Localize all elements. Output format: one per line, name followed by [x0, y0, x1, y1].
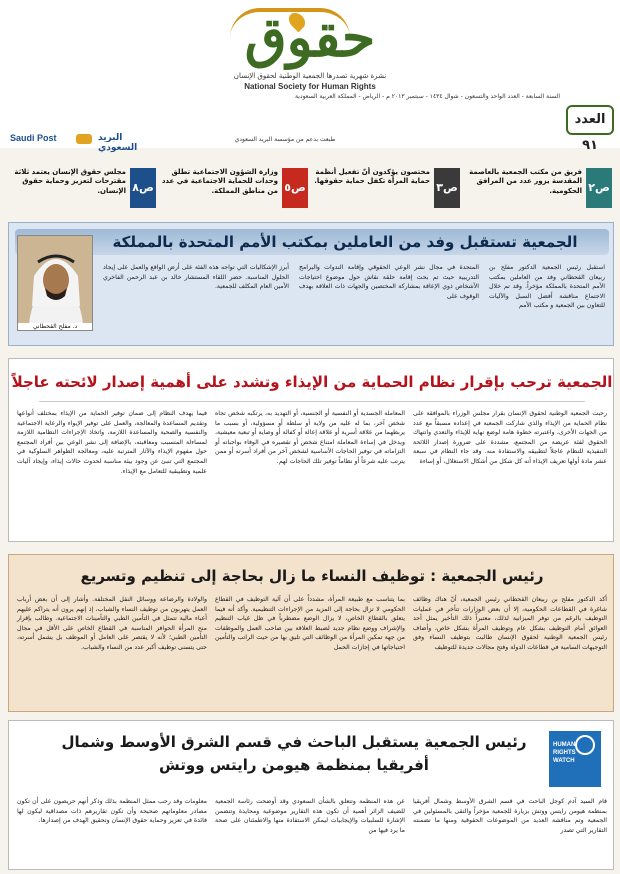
- logo-subtitle-ar: نشرة شهرية تصدرها الجمعية الوطنية لحقوق الإنسان: [233, 72, 387, 80]
- saudi-post-logo: [10, 133, 160, 153]
- teaser-text: مجلس حقوق الإنسان يعتمد ثلاثة مقترحات لتعزيز وحماية حقوق الإنسان.: [14, 168, 126, 195]
- human-rights-watch-logo: [549, 731, 601, 787]
- portrait-illustration: [18, 236, 93, 331]
- article-column: بما يتناسب مع طبيعة المرأة، مشدداً على أن آلية التوظيف في القطاع الحكومي لا تزال بحاجة إلى المزيد من الإجراءات التنظيمية. وأكد أنه فيما يتعلق بالقطاع الخاص، لا يزال الوضع مضطرباً في ظل غياب التنظيم والإشراف ووضع نظام جديد لضبط العلاقة بين صاحب العمل والموظفات من جهة تمكين المرأة من الوظائف التي تليق بها من حيث الراتب والتأمين احتياجاتها في إجازات الحمل: [215, 596, 405, 652]
- article-column: أكد الدكتور مفلح بن ربيعان القحطاني رئيس الجمعية، أنّ هناك وظائف شاغرة في القطاعات الحكومية، إلا أن بعض الوزارات تتأخر في عمليات التوظيف بالرغم من توفر الميزانية لذلك، معتبراً ذلك التأخير يمثل أحد العوائق أمام التوظيف بشكل عام وتوظيف المرأة بشكل خاص، وأضاف رئيس الجمعية الوطنية لحقوق الإنسان طالبت بتوظيف النساء وفق التوجيهات السامية في قطاعات الدولة وفتح مجالات جديدة للتوظيف: [413, 596, 607, 652]
- article-column: معلومات وقد رحب ممثل المنظمة بذلك وذكر أنهم حريصون على أن تكون مصادر معلوماتهم صحيحة وأن تكون تقاريرهم ذات مصداقية ليكون لها فائدة في تعزيز وحماية حقوق الإنسان وتحقيق الهدف من إصدارها.: [17, 798, 207, 825]
- teaser-page-8[interactable]: [8, 168, 156, 210]
- article-column: عن هذه المنظمة وتتعلق بالشأن السعودي وقد أوضحت رئاسة الجمعية للضيف الزائر أهمية أن تكون هذه التقارير موضوعية ومحايدة وتتضمن الإشارة للسلبيات والإيجابيات ليمكن الاستفادة منها والاطمئنان على صحة ما يرد فيها من: [215, 798, 405, 834]
- logo-subtitle-en: National Society for Human Rights: [244, 82, 376, 91]
- article-women-employment: [8, 554, 614, 712]
- page-badge: ص٣: [434, 168, 460, 208]
- article-column: أبرز الإشكاليات التي تواجه هذه الفئة على أرض الواقع والعمل على إيجاد الحلول المناسبة. حضر اللقاء المستشار خالد بن عبد الرحمن الفاخري الأمين العام المكلف للجمعية.: [103, 264, 289, 291]
- article-hrw-visit: [8, 720, 614, 870]
- page-badge: ص٥: [282, 168, 308, 208]
- teaser-page-5[interactable]: [160, 168, 308, 210]
- teaser-text: فريق من مكتب الجمعية بالعاصمة المقدسة يزور عدد من المرافق الحكومية.: [469, 168, 582, 195]
- saudi-post-ar: البريد السعودي: [98, 133, 138, 153]
- page-badge: ص٨: [130, 168, 156, 208]
- article-abuse-protection: [8, 358, 614, 542]
- article-header: [15, 229, 609, 255]
- portrait-photo: [17, 235, 93, 331]
- article-column: والولادة والرضاعة ووسائل النقل المختلفة. وأشار إلى أن بعض أرباب العمل يتهربون من توظيف النساء والشباب، إذ إنهم يرون أنه يتراكم عليهم أعباء مالية تتمثل في التأمين الطبي والتأمينات الاجتماعية. وطالب بإقرار منح المرأة الحوافز المناسبة في القطاع الخاص على الأقل في مجال التأمين الطبي؛ لأنه لا يقتصر على العامل أو الموظف بل يشمل أسرته، حتى يتسنى توظيف أكبر عدد من النساء والشباب.: [17, 596, 207, 652]
- sponsor-note: طبعت بدعم من مؤسسة البريد السعودي: [234, 136, 336, 143]
- teaser-page-3[interactable]: [312, 168, 460, 210]
- masthead: [0, 0, 620, 153]
- article-column: فيما يهدف النظام إلى ضمان توفير الحماية من الإيذاء بمختلف أنواعها وتقديم المساعدة والمعالجة، والعمل على توفير الإيواء والرعاية الاجتماعية والنفسية والصحية والمساعدة اللازمة، واتخاذ الإجراءات النظامية اللازمة لمساءلة المتسبب ومعاقبته، بالإضافة إلى نشر الوعي بين أفراد المجتمع حول مفهوم الإيذاء والآثار المترتبة عليه، ومعالجة الظواهر السلوكية في المجتمع التي تنبئ عن وجود بيئة مناسبة لحدوث حالات إيذاء، وإيجاد آليات علمية وتطبيقية للتعامل مع الإيذاء.: [17, 410, 207, 475]
- photo-caption: د. مفلح القحطاني: [18, 323, 92, 330]
- page-badge: ص٢: [586, 168, 612, 208]
- issue-number-badge: العدد ٩١: [566, 105, 614, 135]
- article-un-delegation: [8, 222, 614, 346]
- article-column: المعاملة الجسدية أو النفسية أو الجنسية، أو التهديد به، يرتكبه شخص تجاه شخص آخر، بما له عليه من ولاية أو سلطة أو مسؤولية، أو بسبب ما يربطهما من علاقة أسرية أو علاقة إعالة أو كفالة أو وصاية أو تبعية معيشية، ويدخل في إساءة المعاملة امتناع شخص أو تقصيره في الوفاء بواجباته أو التزاماته في توفير الحاجات الأساسية لشخص آخر من أفراد أسرته أو ممن يترتب عليه شرعاً أو نظاماً توفير تلك الحاجات لهم.: [215, 410, 405, 466]
- teasers-row: [8, 168, 614, 210]
- article-title: رئيس الجمعية يستقبل الباحث في قسم الشرق الأوسط وشمال أفريقيا بمنظمة هيومن رايتس ووتش: [61, 733, 527, 775]
- article-title: رئيس الجمعية : توظيف النساء ما زال بحاجة إلى تنظيم وتسريع: [80, 567, 544, 585]
- issue-info: السنة السابعة - العدد الواحد والتسعون - شوال ١٤٣٤ - سبتمبر ٢٠١٣ م - الرياض - المملكة العربية السعودية: [295, 93, 560, 100]
- article-title: الجمعية ترحب بإقرار نظام الحماية من الإيذاء وتشدد على أهمية إصدار لائحته عاجلاً: [11, 373, 613, 391]
- article-column: رحبت الجمعية الوطنية لحقوق الإنسان بقرار مجلس الوزراء بالموافقة على نظام الحماية من الإيذاء والذي شاركت الجمعية في إعداده مسبقاً مع عدد من الجهات الأخرى، واعتبرته خطوة هامة لوضع نهاية للإيذاء والتعدي وانتهاك الحقوق لفئة عريضة من المجتمع، مشددة على ضرورة إصدار اللائحة التنفيذية للنظام عاجلاً لتطبيقه والاستفادة منه. وقد جاء النظام في سبعة عشر مادة أولها تعريف الإيذاء أنه كل شكل من أشكال الاستغلال، أو إساءة: [413, 410, 607, 466]
- saudi-post-icon: [76, 134, 92, 144]
- article-column: استقبل رئيس الجمعية الدكتور مفلح بن ربيعان القحطاني وفد من العاملين بمكتب الأمم المتحدة بالمملكة مؤخراً. وقد تم خلال الاجتماع مناقشة أفضل السبل والآليات للتعاون بين الجمعية و مكتب الأمم: [489, 264, 605, 310]
- article-column: قام السيد آدم كوجل الباحث في قسم الشرق الأوسط وشمال أفريقيا بمنظمة هيومن رايتس ووتش بزيارة للجمعية مؤخراً والتقى بالمسئولين في الجمعية وتم مناقشة العديد من الموضوعات الحقوقية ومنها ما تضمنته التقارير التي تصدر: [413, 798, 607, 834]
- teaser-text: مختصون يؤكدون أنّ تفعيل أنظمة حماية المرأة تكفل حماية حقوقها.: [314, 168, 430, 186]
- article-title: الجمعية تستقبل وفد من العاملين بمكتب الأمم المتحدة بالمملكة: [112, 233, 578, 251]
- divider: [39, 401, 585, 402]
- hrw-logo-text: HUMAN RIGHTS WATCH: [553, 742, 576, 765]
- teaser-page-2[interactable]: [464, 168, 612, 210]
- saudi-post-en: Saudi Post: [10, 133, 57, 143]
- article-column: المتحدة في مجال نشر الوعي الحقوقي وإقامة الندوات والبرامج التدريبية حيث تم بحث إقامة حلقة نقاش حول موضوع احتياجات الأشخاص ذوي الإعاقة بمشاركة المختصين والجهات ذات العلاقة بهدف الوقوف على: [299, 264, 479, 300]
- teaser-text: وزارة الشؤون الاجتماعية تطلق وحدات للحماية الاجتماعية في عدد من مناطق المملكة.: [161, 168, 278, 195]
- logo-title: حقوق: [244, 5, 376, 69]
